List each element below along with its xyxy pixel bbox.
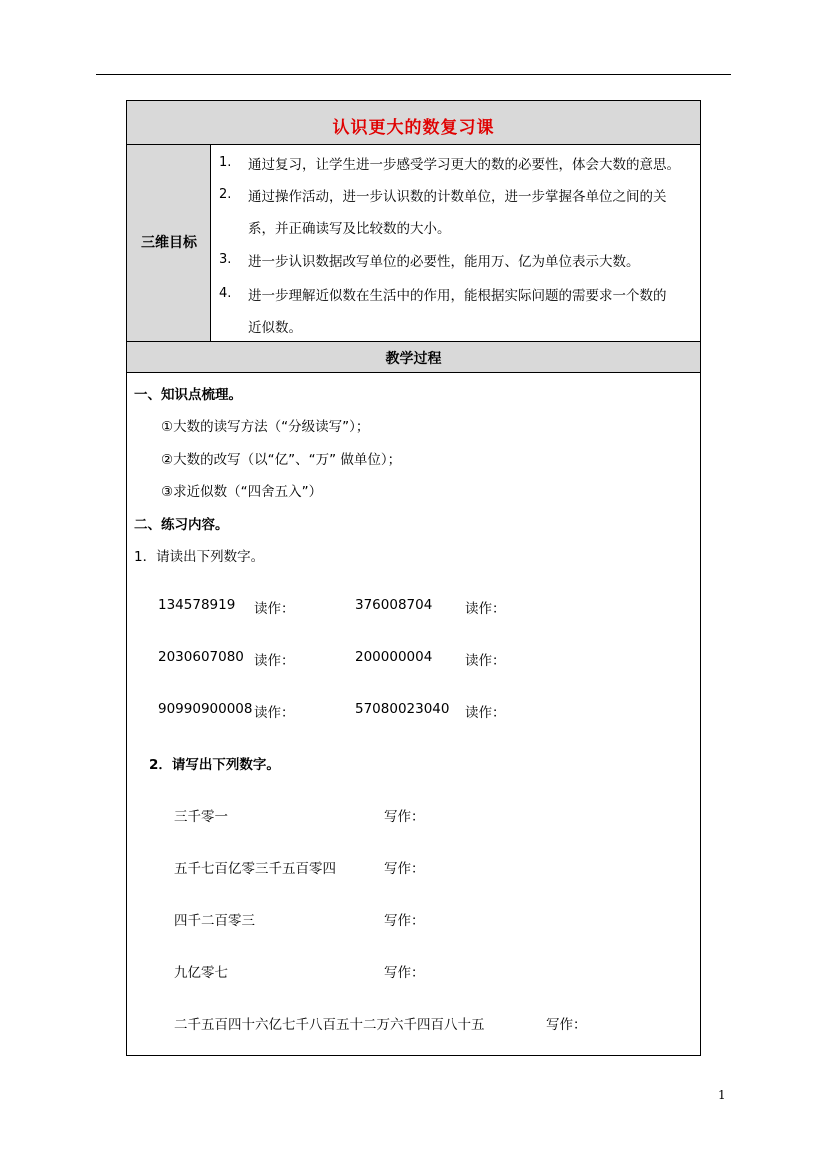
knowledge-point: ③求近似数（“四舍五入”） [161,484,323,500]
goals-row [127,145,700,342]
goal-text: 进一步认识数据改写单位的必要性，能用万、亿为单位表示大数。 [248,254,640,270]
read-label: 读作： [254,705,295,721]
read-number: 2030607080 [158,649,244,665]
goal-text: 近似数。 [248,320,302,336]
process-row [127,342,700,373]
title-row [127,101,700,145]
goal-number: 1. [219,155,232,170]
read-number: 134578919 [158,597,236,613]
write-label: 写作： [384,965,425,981]
read-label: 读作： [254,653,295,669]
write-label: 写作： [384,809,425,825]
read-number: 200000004 [355,649,433,665]
write-label: 写作： [384,913,425,929]
read-label: 读作： [465,705,506,721]
read-label: 读作： [465,653,506,669]
knowledge-point: ②大数的改写（以“亿”、“万” 做单位）； [161,452,402,468]
write-item: 四千二百零三 [174,913,255,929]
goal-number: 3. [219,252,232,267]
read-number: 90990900008 [158,701,253,717]
section2-heading: 二、练习内容。 [134,517,229,533]
goal-text: 通过复习，让学生进一步感受学习更大的数的必要性，体会大数的意思。 [248,157,680,173]
read-number: 376008704 [355,597,433,613]
write-item: 九亿零七 [174,965,228,981]
read-label: 读作： [254,601,295,617]
page-number: 1 [718,1088,726,1102]
section1-heading: 一、知识点梳理。 [134,387,242,403]
write-label: 写作： [384,861,425,877]
write-item: 二千五百四十六亿七千八百五十二万六千四百八十五 [174,1017,485,1033]
write-item: 五千七百亿零三千五百零四 [174,861,336,877]
read-number: 57080023040 [355,701,450,717]
goal-text: 通过操作活动，进一步认识数的计数单位，进一步掌握各单位之间的关 [248,189,667,205]
header-rule [96,74,731,75]
read-label: 读作： [465,601,506,617]
goal-text: 系，并正确读写及比较数的大小。 [248,221,451,237]
write-item: 三千零一 [174,809,228,825]
write-label: 写作： [546,1017,587,1033]
goals-label: 三维目标 [141,235,197,251]
goals-label-cell [127,145,211,341]
goal-number: 2. [219,187,232,202]
process-label: 教学过程 [385,351,442,367]
knowledge-point: ①大数的读写方法（“分级读写”）； [161,419,370,435]
lesson-title: 认识更大的数复习课 [332,118,495,138]
question1-title: 1．请读出下列数字。 [134,549,265,565]
lesson-table [126,100,701,1056]
question2-title: 2．请写出下列数字。 [149,757,280,773]
goal-number: 4. [219,286,232,301]
goal-text: 进一步理解近似数在生活中的作用，能根据实际问题的需要求一个数的 [248,288,667,304]
